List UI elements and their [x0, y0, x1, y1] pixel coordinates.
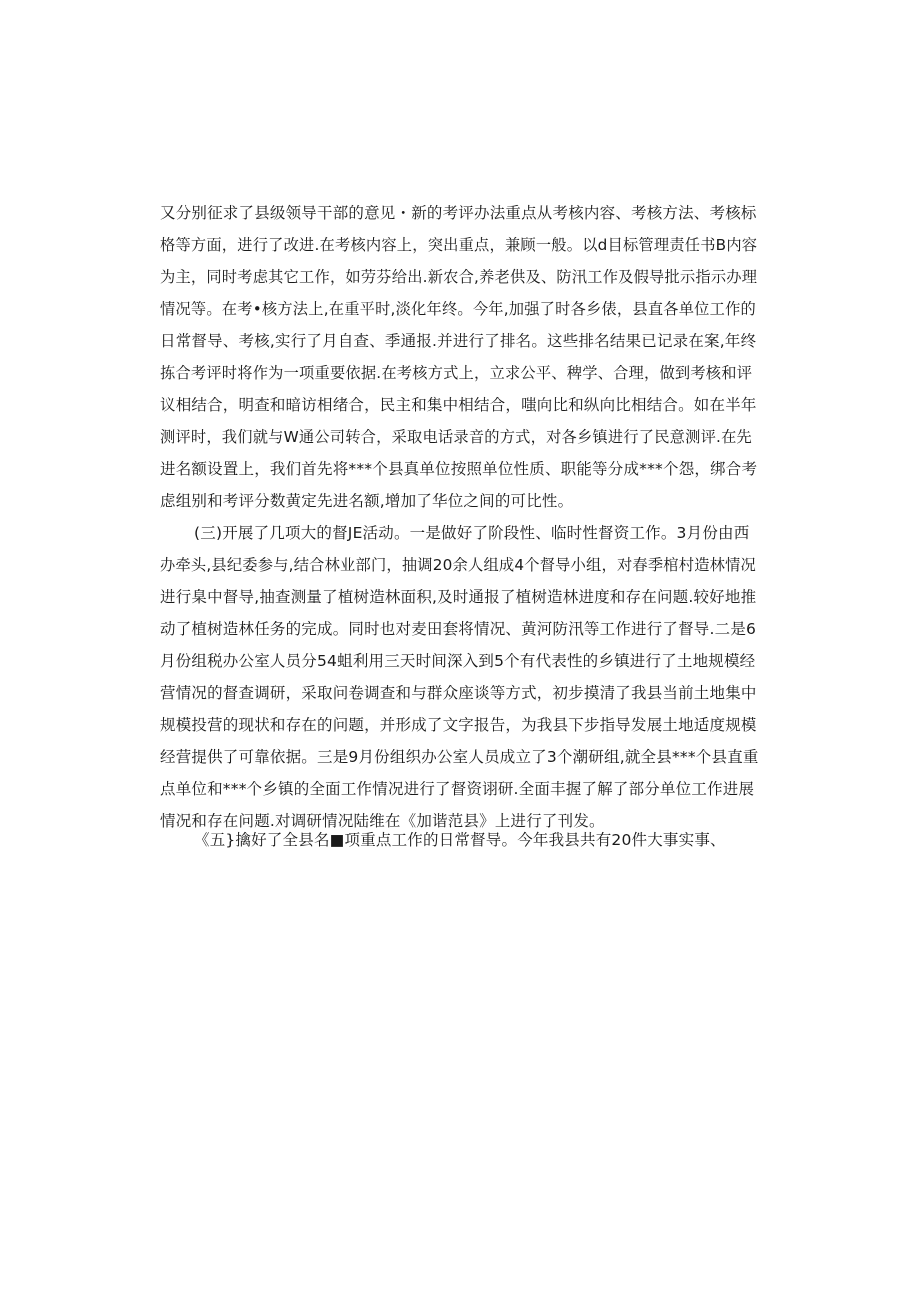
text-line: 日常督导、考核,实行了月自查、季通报.并进行了排名。这些排名结果已记录在案,年终: [160, 332, 757, 350]
text-line: 营情况的督查调研，采取问卷调查和与群众座谈等方式，初步摸清了我县当前土地集中: [160, 684, 757, 702]
text-line: 经营提供了可靠依据。三是9月份组织办公室人员成立了3个潮研组,就全县***个县直重: [160, 748, 759, 766]
paragraph-daily-supervision: [160, 824, 760, 856]
text-line: 进行臬中督导,抽查测量了植树造林面积,及时通报了植树造林进度和存在问题.较好地推: [160, 588, 757, 606]
text-line: 办牵头,县纪委参与,结合林业部门，抽调20余人组成4个督导小组，对春季棺村造林情况: [160, 556, 757, 574]
text-line: 为主，同时考虑其它工作，如劳芬给出.新农合,养老供及、防汛工作及假导批示指示办理: [160, 268, 758, 286]
paragraph-assessment-methods: [160, 197, 760, 517]
text-line: 虑组别和考评分数黄定先进名额,增加了华位之间的可比性。: [160, 492, 574, 510]
text-line: 《五}擒好了全县名■项重点工作的日常督导。今年我县共有20件大事实事、: [194, 831, 726, 849]
text-line: 议相结合，明查和暗访相绪合，民主和集中相结合，嗤向比和纵向比相结合。如在半年: [160, 396, 757, 414]
text-line: (三)开展了几项大的督JE活动。一是做好了阶段性、临时性督资工作。3月份由西: [194, 524, 750, 542]
text-line: 月份组税办公室人员分54蛆利用三天时间深入到5个有代表性的乡镇进行了土地规模经: [160, 652, 756, 670]
text-line: 规模投营的现状和存在的问题，并形成了文字报告，为我县下步指导发展土地适度规模: [160, 716, 757, 734]
text-line: 情况等。在考•核方法上,在重平时,淡化年终。今年,加强了时各乡俵，县直各单位工作的: [160, 300, 756, 318]
text-line: 格等方面，进行了改进.在考核内容上，突出重点，兼顾一般。以d目标管理责任书B内容: [160, 236, 758, 254]
text-line: 点单位和***个乡镇的全面工作情况进行了督资诩研.全面丰握了解了部分单位工作进展: [160, 780, 755, 798]
text-line: 进名额设置上，我们首先将***个县真单位按照单位性质、职能等分成***个怨，绑合考: [160, 460, 758, 478]
paragraph-supervision-activities: [160, 517, 760, 837]
text-line: 拣合考评时将作为一项重要依据.在考核方式上，立求公平、稗学、合理，做到考核和评: [160, 364, 753, 382]
text-line: 测评时，我们就与W通公司转合，采取电话录音的方式，对各乡镇进行了民意测评.在先: [160, 428, 752, 446]
text-line: 又分别征求了县级领导干部的意见・新的考评办法重点从考核内容、考核方法、考核标: [160, 204, 757, 222]
text-line: 情况和存在问题.对调研情况陆维在《加谐范县》上进行了刊发。: [160, 812, 605, 830]
text-line: 动了植树造林任务的完成。同时也对麦田套将情况、黄河防汛等工作进行了督导.二是6: [160, 620, 757, 638]
